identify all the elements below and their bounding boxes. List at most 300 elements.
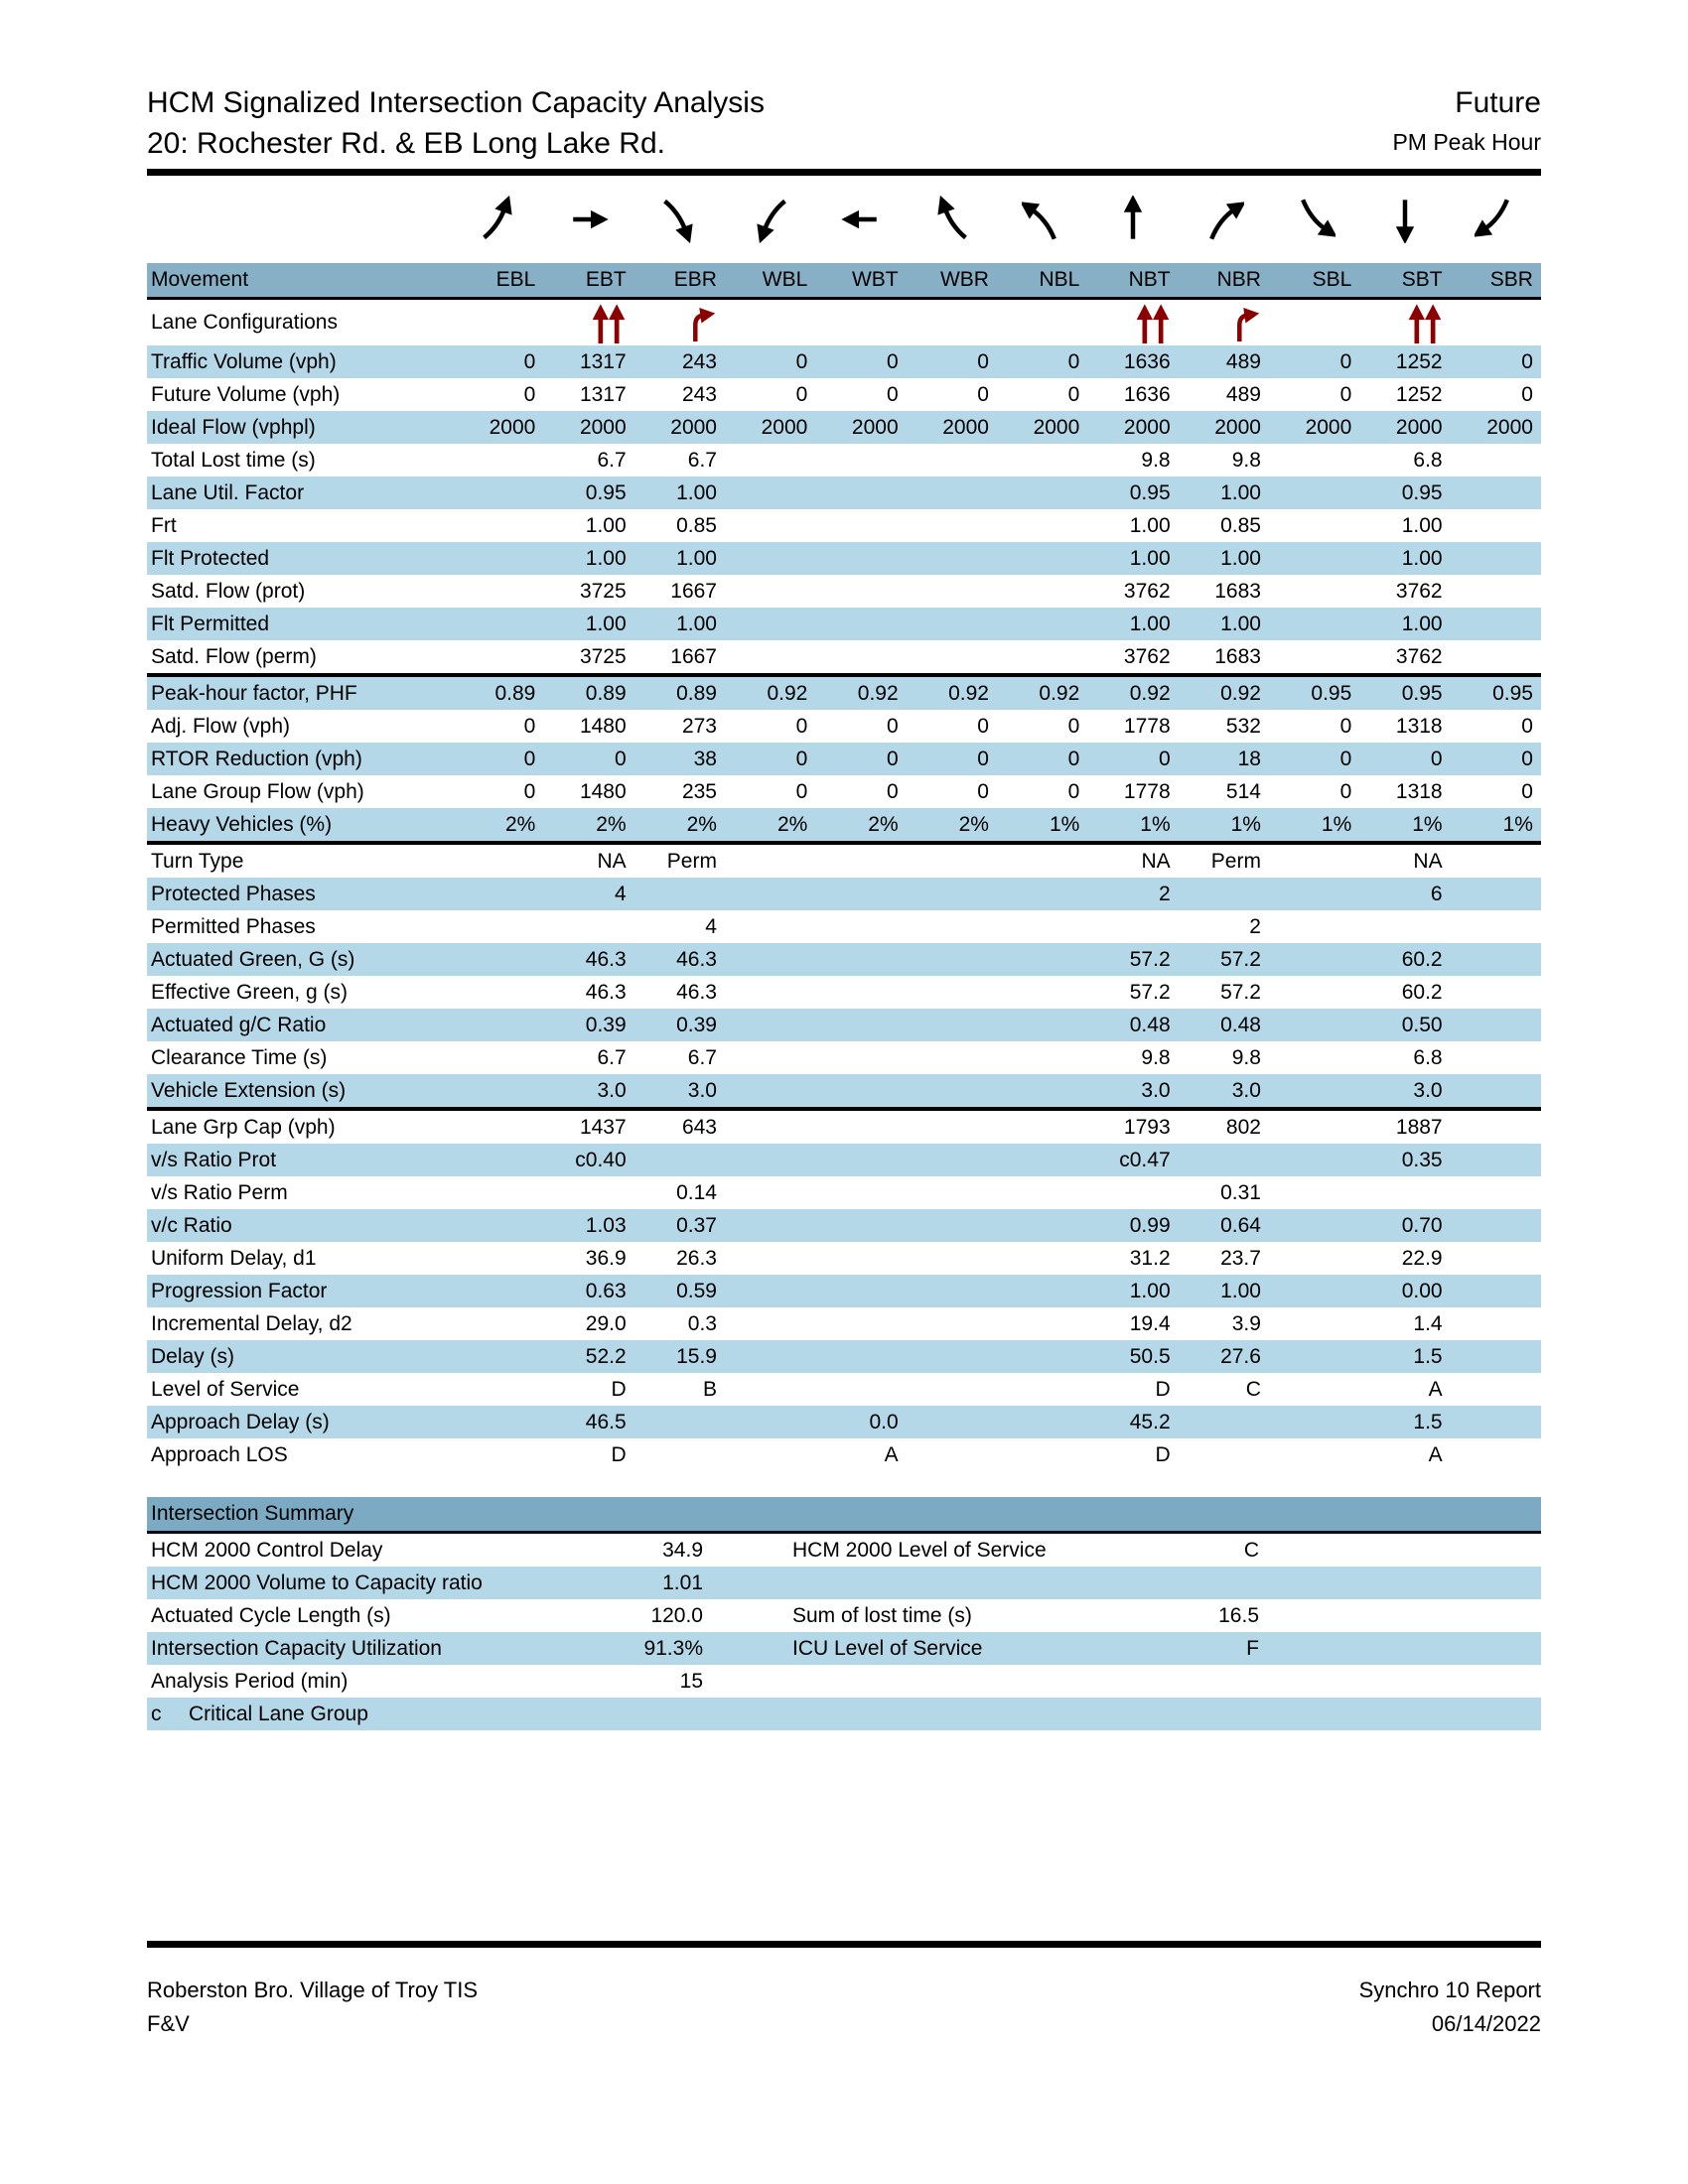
table-cell: 0	[523, 382, 536, 406]
table-cell: 0	[614, 747, 627, 770]
table-cell: 1317	[579, 382, 627, 406]
table-cell: 1437	[579, 1115, 627, 1139]
table-cell: 0	[523, 349, 536, 373]
peak-hour-label: PM Peak Hour	[1392, 129, 1541, 155]
table-cell: 0.92	[767, 681, 808, 705]
table-row	[147, 775, 1541, 808]
table-cell: 1.00	[676, 612, 717, 635]
footer-org: Roberston Bro. Village of Troy TIS	[147, 1978, 479, 2002]
report-title: HCM Signalized Intersection Capacity Analysis	[147, 86, 765, 119]
row-label: Ideal Flow (vphpl)	[151, 415, 316, 439]
table-cell: 0.92	[1129, 681, 1171, 705]
table-cell: 0.59	[676, 1279, 717, 1302]
table-cell: 0	[1521, 349, 1533, 373]
table-cell: 1887	[1395, 1115, 1443, 1139]
table-cell: 2	[1158, 882, 1171, 905]
table-cell: 6.7	[597, 1045, 627, 1069]
table-cell: 60.2	[1401, 947, 1443, 971]
nb-right-icon	[1202, 196, 1244, 243]
table-cell: 2000	[761, 415, 808, 439]
table-cell: 643	[681, 1115, 717, 1139]
table-cell: 0	[795, 714, 808, 738]
table-cell: 3.0	[1231, 1078, 1261, 1102]
table-cell: 1%	[1502, 812, 1533, 836]
table-cell: 3.0	[687, 1078, 717, 1102]
table-cell: 1.00	[1220, 612, 1261, 635]
row-label: RTOR Reduction (vph)	[151, 747, 362, 770]
movement-arrow-cell	[725, 196, 815, 243]
row-label: Adj. Flow (vph)	[151, 714, 291, 738]
table-row	[147, 808, 1541, 845]
table-cell: 489	[1225, 382, 1261, 406]
table-cell: 2%	[686, 812, 717, 836]
table-row	[147, 1438, 1541, 1471]
double-up-icon	[1403, 302, 1447, 343]
row-label: v/s Ratio Perm	[151, 1180, 288, 1204]
table-cell: 0	[523, 779, 536, 803]
table-cell: 0.95	[585, 480, 627, 504]
table-cell: 6.7	[687, 448, 717, 472]
table-cell: 1.00	[585, 612, 627, 635]
row-label: Clearance Time (s)	[151, 1045, 328, 1069]
row-label: Future Volume (vph)	[151, 382, 341, 406]
table-cell: 3762	[1395, 579, 1443, 603]
table-cell: 1318	[1395, 779, 1443, 803]
table-cell: 1667	[670, 579, 717, 603]
table-cell: 3762	[1395, 644, 1443, 668]
table-cell: 0.48	[1220, 1013, 1261, 1036]
table-cell: 0	[1067, 779, 1080, 803]
movement-arrow-cell	[907, 196, 997, 243]
table-cell: 0	[1521, 382, 1533, 406]
movement-column-header: Movement	[151, 268, 249, 291]
row-label: Flt Permitted	[151, 612, 270, 635]
table-row	[147, 542, 1541, 575]
table-cell: 0	[523, 714, 536, 738]
table-cell: 18	[1237, 747, 1261, 770]
table-cell: 3762	[1123, 644, 1171, 668]
table-cell: 1%	[1412, 812, 1443, 836]
table-cell: 0	[1339, 747, 1352, 770]
row-label: Level of Service	[151, 1377, 300, 1401]
table-cell: 4	[705, 914, 717, 938]
movement-header-row	[147, 263, 1541, 300]
column-header-wbl: WBL	[762, 268, 808, 291]
table-cell: 0	[886, 382, 899, 406]
table-cell: 3725	[579, 644, 627, 668]
turn-right-icon	[683, 302, 721, 343]
table-cell: 27.6	[1220, 1344, 1261, 1368]
table-cell: 0.50	[1401, 1013, 1443, 1036]
table-cell: 1778	[1123, 714, 1171, 738]
row-label: Actuated Green, G (s)	[151, 947, 355, 971]
table-cell: 1.00	[1401, 546, 1443, 570]
summary-row	[147, 1599, 1541, 1632]
table-cell: 0.95	[1401, 681, 1443, 705]
nb-through-icon	[1112, 196, 1154, 243]
row-label: Traffic Volume (vph)	[151, 349, 337, 373]
table-row	[147, 509, 1541, 542]
table-cell: 1.00	[1220, 480, 1261, 504]
table-row	[147, 1340, 1541, 1373]
table-cell: 0.14	[676, 1180, 717, 1204]
table-cell: 1318	[1395, 714, 1443, 738]
table-cell: 0	[1067, 747, 1080, 770]
wb-left-icon	[750, 196, 791, 243]
table-cell: 2000	[1486, 415, 1533, 439]
table-cell: 0	[977, 714, 989, 738]
row-label: v/c Ratio	[151, 1213, 232, 1237]
footer-rule	[147, 1941, 1541, 1948]
critical-lane-note: Critical Lane Group	[189, 1702, 368, 1725]
table-cell: 243	[681, 382, 717, 406]
table-cell: 3.9	[1231, 1311, 1261, 1335]
table-cell: 1.00	[1129, 1279, 1171, 1302]
table-row	[147, 378, 1541, 411]
summary-row	[147, 1632, 1541, 1665]
table-cell: 6.8	[1413, 1045, 1443, 1069]
table-cell: 1480	[579, 779, 627, 803]
table-cell: 2000	[1033, 415, 1080, 439]
table-cell: 6.7	[597, 448, 627, 472]
table-cell: 52.2	[585, 1344, 627, 1368]
intersection-summary-header	[147, 1497, 1541, 1534]
report-header	[147, 0, 1541, 165]
table-row	[147, 1275, 1541, 1307]
row-label: Incremental Delay, d2	[151, 1311, 352, 1335]
column-header-wbt: WBT	[851, 268, 899, 291]
table-cell: D	[1155, 1442, 1171, 1466]
table-cell: 2%	[868, 812, 899, 836]
table-cell: 2%	[958, 812, 989, 836]
table-cell: 0.70	[1401, 1213, 1443, 1237]
table-cell: 0	[1067, 714, 1080, 738]
row-label: Lane Util. Factor	[151, 480, 305, 504]
summary-row	[147, 1665, 1541, 1698]
table-cell: 2%	[504, 812, 536, 836]
table-cell: 2000	[1123, 415, 1171, 439]
table-cell: D	[611, 1442, 627, 1466]
table-row	[147, 1176, 1541, 1209]
table-cell: 0	[977, 349, 989, 373]
table-cell: 0.89	[676, 681, 717, 705]
table-cell: 243	[681, 349, 717, 373]
table-cell: c0.47	[1119, 1148, 1171, 1171]
table-cell: NA	[1141, 849, 1171, 873]
movement-arrow-cell	[543, 196, 633, 243]
summary-value: 1.01	[662, 1570, 703, 1594]
table-cell: 2000	[1214, 415, 1261, 439]
table-cell: 0	[795, 747, 808, 770]
table-cell: 1.00	[1401, 612, 1443, 635]
table-cell: 4	[614, 882, 627, 905]
table-cell: 15.9	[676, 1344, 717, 1368]
movement-arrow-cell	[815, 196, 906, 243]
table-cell: 0.95	[1129, 480, 1171, 504]
table-cell: 50.5	[1129, 1344, 1171, 1368]
table-cell: 0.39	[676, 1013, 717, 1036]
table-row	[147, 845, 1541, 878]
table-cell: 23.7	[1220, 1246, 1261, 1270]
summary-row	[147, 1534, 1541, 1567]
nb-left-icon	[1022, 196, 1063, 243]
table-cell: 1.00	[585, 546, 627, 570]
table-cell: NA	[597, 849, 627, 873]
table-cell: 29.0	[585, 1311, 627, 1335]
table-cell: 26.3	[676, 1246, 717, 1270]
table-row	[147, 943, 1541, 976]
row-label: Progression Factor	[151, 1279, 328, 1302]
table-cell: 0	[523, 747, 536, 770]
table-cell: 1.00	[1401, 513, 1443, 537]
table-cell: 2000	[1395, 415, 1443, 439]
intersection-summary-body	[147, 1534, 1541, 1730]
table-cell: 0.3	[687, 1311, 717, 1335]
table-cell: 19.4	[1129, 1311, 1171, 1335]
report-header-left	[147, 83, 765, 165]
summary-value: 16.5	[1218, 1603, 1259, 1627]
summary-value: 120.0	[650, 1603, 703, 1627]
table-cell: 0	[1521, 779, 1533, 803]
table-cell: 489	[1225, 349, 1261, 373]
table-cell: A	[884, 1442, 899, 1466]
movement-arrow-cell	[1359, 196, 1450, 243]
table-cell: 0.99	[1129, 1213, 1171, 1237]
summary-label: Analysis Period (min)	[151, 1669, 349, 1693]
table-cell: 0	[1339, 349, 1352, 373]
table-cell: 3762	[1123, 579, 1171, 603]
table-cell: 0.39	[585, 1013, 627, 1036]
footer-date: 06/14/2022	[1431, 2011, 1541, 2036]
row-label: Approach LOS	[151, 1442, 288, 1466]
table-cell: 2000	[670, 415, 717, 439]
table-cell: 57.2	[1129, 980, 1171, 1004]
table-cell: 0.48	[1129, 1013, 1171, 1036]
summary-value: C	[1243, 1538, 1259, 1562]
table-cell: 1793	[1123, 1115, 1171, 1139]
table-cell: 1.03	[585, 1213, 627, 1237]
summary-label: HCM 2000 Level of Service	[792, 1538, 1047, 1562]
table-cell: 0.31	[1220, 1180, 1261, 1204]
table-cell: 57.2	[1129, 947, 1171, 971]
table-cell	[1087, 302, 1178, 343]
summary-label: Actuated Cycle Length (s)	[151, 1603, 391, 1627]
table-cell: 0.63	[585, 1279, 627, 1302]
table-cell: 0.64	[1220, 1213, 1261, 1237]
table-row	[147, 878, 1541, 910]
table-cell: 0	[1430, 747, 1443, 770]
table-cell: 1.00	[585, 513, 627, 537]
table-cell: 1683	[1214, 579, 1261, 603]
summary-label: Intersection Capacity Utilization	[151, 1636, 442, 1660]
table-cell	[634, 302, 725, 343]
table-row	[147, 976, 1541, 1009]
table-cell: 1252	[1395, 349, 1443, 373]
row-label: v/s Ratio Prot	[151, 1148, 277, 1171]
table-cell: 0	[1067, 349, 1080, 373]
row-label: Peak-hour factor, PHF	[151, 681, 357, 705]
table-cell: 514	[1225, 779, 1261, 803]
table-cell: 1317	[579, 349, 627, 373]
table-row	[147, 640, 1541, 677]
table-cell: 57.2	[1220, 947, 1261, 971]
table-cell: 1.00	[1220, 1279, 1261, 1302]
table-row	[147, 345, 1541, 378]
row-label: Frt	[151, 513, 177, 537]
table-cell: 0	[1521, 714, 1533, 738]
summary-label: ICU Level of Service	[792, 1636, 983, 1660]
table-cell: 2000	[851, 415, 899, 439]
table-row	[147, 1111, 1541, 1144]
movement-arrow-cell	[1269, 196, 1359, 243]
eb-right-icon	[658, 196, 700, 243]
table-row	[147, 1074, 1541, 1111]
row-label: Heavy Vehicles (%)	[151, 812, 333, 836]
table-cell: 6	[1430, 882, 1443, 905]
table-cell: A	[1428, 1377, 1443, 1401]
row-label: Satd. Flow (prot)	[151, 579, 306, 603]
table-cell: c0.40	[575, 1148, 627, 1171]
table-cell: 60.2	[1401, 980, 1443, 1004]
table-cell: 1%	[1140, 812, 1171, 836]
table-cell: 0	[886, 349, 899, 373]
movement-arrows-row	[147, 176, 1541, 263]
table-row	[147, 608, 1541, 640]
summary-label: HCM 2000 Volume to Capacity ratio	[151, 1570, 483, 1594]
row-label: Lane Configurations	[151, 311, 338, 334]
column-header-nbt: NBT	[1128, 268, 1171, 291]
table-cell: 0	[1339, 382, 1352, 406]
column-header-sbl: SBL	[1312, 268, 1352, 291]
summary-value: 34.9	[662, 1538, 703, 1562]
table-cell: D	[1155, 1377, 1171, 1401]
table-cell: 2000	[489, 415, 536, 439]
summary-value: 15	[679, 1669, 703, 1693]
column-header-ebr: EBR	[673, 268, 717, 291]
summary-label: Sum of lost time (s)	[792, 1603, 972, 1627]
table-cell: 1.00	[1129, 546, 1171, 570]
table-cell: Perm	[1210, 849, 1261, 873]
table-cell: 45.2	[1129, 1410, 1171, 1433]
table-cell: 0	[886, 714, 899, 738]
table-cell: 46.3	[585, 980, 627, 1004]
table-cell: 0	[1521, 747, 1533, 770]
table-cell: 0.89	[585, 681, 627, 705]
table-cell: 2000	[942, 415, 989, 439]
movement-arrow-cell	[634, 196, 725, 243]
table-cell: 9.8	[1231, 448, 1261, 472]
table-cell: 46.3	[585, 947, 627, 971]
summary-row	[147, 1698, 1541, 1730]
table-cell: 1636	[1123, 349, 1171, 373]
row-label: Protected Phases	[151, 882, 316, 905]
table-row	[147, 1373, 1541, 1406]
table-cell: 46.3	[676, 947, 717, 971]
summary-label: HCM 2000 Control Delay	[151, 1538, 383, 1562]
table-cell: 0.0	[869, 1410, 899, 1433]
column-header-sbr: SBR	[1489, 268, 1533, 291]
row-label: Delay (s)	[151, 1344, 235, 1368]
table-cell: 1.5	[1413, 1410, 1443, 1433]
table-cell: 0.92	[1039, 681, 1080, 705]
table-cell: 1.00	[1129, 513, 1171, 537]
movement-arrow-cell	[997, 196, 1087, 243]
table-cell: 235	[681, 779, 717, 803]
table-cell: 1.00	[1129, 612, 1171, 635]
table-cell: 1480	[579, 714, 627, 738]
table-row	[147, 710, 1541, 743]
table-cell: 0	[1339, 779, 1352, 803]
table-cell: 0.37	[676, 1213, 717, 1237]
column-header-ebt: EBT	[585, 268, 627, 291]
double-up-icon	[1131, 302, 1175, 343]
column-header-wbr: WBR	[939, 268, 989, 291]
table-cell: 22.9	[1401, 1246, 1443, 1270]
table-cell: 3.0	[1141, 1078, 1171, 1102]
table-cell: 3.0	[1413, 1078, 1443, 1102]
table-cell: 273	[681, 714, 717, 738]
table-cell: B	[702, 1377, 717, 1401]
row-label: Approach Delay (s)	[151, 1410, 330, 1433]
table-row	[147, 743, 1541, 775]
table-cell: 9.8	[1231, 1045, 1261, 1069]
header-rule	[147, 169, 1541, 176]
table-cell: 3725	[579, 579, 627, 603]
table-cell: 1%	[1049, 812, 1080, 836]
table-cell: 0	[886, 779, 899, 803]
table-cell: 0	[977, 779, 989, 803]
table-cell: 0	[1339, 714, 1352, 738]
table-cell: 3.0	[597, 1078, 627, 1102]
table-cell: 0.92	[1220, 681, 1261, 705]
table-cell: NA	[1413, 849, 1443, 873]
row-label: Flt Protected	[151, 546, 270, 570]
table-cell: 1636	[1123, 382, 1171, 406]
table-cell: 0.89	[494, 681, 536, 705]
table-cell: 0.92	[857, 681, 899, 705]
sb-right-icon	[1475, 196, 1516, 243]
table-cell: 0	[1158, 747, 1171, 770]
table-row	[147, 300, 1541, 345]
table-cell: 532	[1225, 714, 1261, 738]
table-row	[147, 910, 1541, 943]
eb-left-icon	[478, 196, 519, 243]
movement-arrow-cell	[453, 196, 543, 243]
table-cell: 0	[977, 382, 989, 406]
table-cell: 0.85	[676, 513, 717, 537]
table-cell: 0	[1067, 382, 1080, 406]
table-cell: 1%	[1321, 812, 1352, 836]
column-header-ebl: EBL	[495, 268, 536, 291]
table-cell: 46.5	[585, 1410, 627, 1433]
table-cell: 1.00	[676, 546, 717, 570]
table-cell: 802	[1225, 1115, 1261, 1139]
table-row	[147, 575, 1541, 608]
critical-lane-marker: c	[151, 1702, 162, 1725]
wb-through-icon	[840, 196, 882, 243]
table-cell	[543, 302, 633, 343]
table-cell: 36.9	[585, 1246, 627, 1270]
table-cell: 2	[1249, 914, 1261, 938]
row-label: Permitted Phases	[151, 914, 316, 938]
intersection-title: 20: Rochester Rd. & EB Long Lake Rd.	[147, 127, 665, 160]
sb-left-icon	[1294, 196, 1336, 243]
table-cell: 57.2	[1220, 980, 1261, 1004]
table-cell: 9.8	[1141, 448, 1171, 472]
summary-row	[147, 1567, 1541, 1599]
table-cell	[1179, 302, 1269, 343]
intersection-summary-title: Intersection Summary	[151, 1502, 354, 1525]
